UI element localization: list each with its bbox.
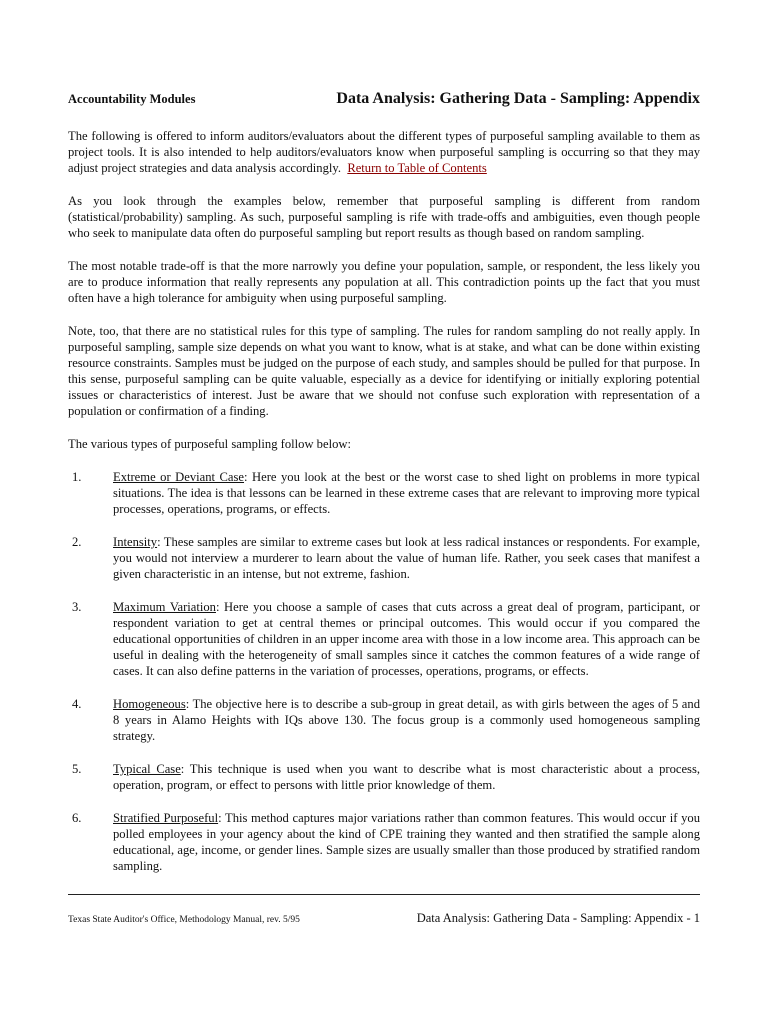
list-item-number: 3. — [72, 600, 82, 614]
list-item — [68, 696, 700, 744]
list-item — [68, 761, 700, 793]
footer-page-title: Data Analysis: Gathering Data - Sampling: Appendix - 1 — [416, 911, 700, 925]
list-item — [68, 599, 700, 679]
list-item-body — [113, 534, 700, 582]
list-item-term: Stratified Purposeful — [113, 811, 219, 825]
sampling-types-list — [68, 469, 700, 874]
list-item-text: : These samples are similar to extreme cases but look at less radical instances or respondents. For example, you would not interview a murderer to learn about the value of human life. Rather, you seek cases that manifest a given characteristic in an intense, but not extreme, fashion. — [113, 535, 700, 581]
list-item-text: : This technique is used when you want to describe what is most characteristic about a process, operation, program, or effect to persons with little prior knowledge of them. — [113, 762, 700, 792]
list-item-number: 6. — [72, 811, 82, 825]
intro-paragraph-3: The most notable trade-off is that the more narrowly you define your population, sample, or respondent, the less likely you are to produce information that really represents any population at all. This contradiction points up the fact that you must often have a high tolerance for ambiguity when using purposeful sampling. — [68, 259, 700, 305]
list-item-text: : Here you look at the best or the worst case to shed light on problems in more typical situations. The idea is that lessons can be learned in these extreme cases that are relevant to improving more typical processes, operations, programs, or effects. — [113, 470, 700, 516]
page-header — [68, 90, 700, 108]
intro-paragraph-1-text: The following is offered to inform auditors/evaluators about the different types of purposeful sampling available to them as project tools. It is also intended to help auditors/evaluators know when purposeful sampling is occurring so that they may adjust project strategies and data analysis accordingly. — [68, 129, 700, 175]
intro-paragraph-2: As you look through the examples below, remember that purposeful sampling is different from random (statistical/probability) sampling. As such, purposeful sampling is rife with trade-offs and ambiguities, even though people who seek to manipulate data often do purposeful sampling but report results as though based on random sampling. — [68, 194, 700, 240]
list-item-number: 1. — [72, 470, 82, 484]
intro-paragraph-1 — [68, 128, 700, 176]
list-item-term: Intensity — [113, 535, 158, 549]
list-item — [68, 810, 700, 874]
list-item-body — [113, 696, 700, 744]
list-item-term: Typical Case — [113, 762, 181, 776]
list-item-term: Maximum Variation — [113, 600, 216, 614]
list-item-text: : The objective here is to describe a sub-group in great detail, as with girls between the ages of 5 and 8 years in Alamo Heights with IQs above 130. The focus group is a commonly used homogeneous sampling strategy. — [113, 697, 700, 743]
list-item-body — [113, 761, 700, 793]
list-item-body — [113, 599, 700, 679]
footer-divider — [68, 894, 700, 895]
list-item-number: 4. — [72, 697, 82, 711]
intro-paragraph-4: Note, too, that there are no statistical rules for this type of sampling. The rules for random sampling do not really apply. In purposeful sampling, sample size depends on what you want to know, what is at stake, and what can be done within existing resource constraints. Samples must be judged on the purpose of each study, and samples should be pulled for that purpose. In this sense, purposeful sampling can be quite valuable, especially as a device for identifying or initially exploring potential issues or characteristics of interest. Just be aware that we should not confuse such exploration with representation of a population or confirmation of a finding. — [68, 324, 700, 418]
list-item-number: 2. — [72, 535, 82, 549]
list-item-body — [113, 469, 700, 517]
list-item-number: 5. — [72, 762, 82, 776]
list-item-term: Homogeneous — [113, 697, 186, 711]
return-to-toc-link[interactable]: Return to Table of Contents — [347, 161, 487, 175]
header-module-name: Accountability Modules — [68, 92, 196, 106]
header-title: Data Analysis: Gathering Data - Sampling: Appendix — [336, 90, 700, 107]
list-item-body — [113, 810, 700, 874]
page-footer — [68, 911, 700, 926]
footer-source: Texas State Auditor's Office, Methodology Manual, rev. 5/95 — [68, 915, 300, 925]
document-body — [68, 128, 700, 891]
list-item-term: Extreme or Deviant Case — [113, 470, 245, 484]
list-item-text: : This method captures major variations rather than common features. This would occur if you polled employees in your agency about the kind of CPE training they wanted and then stratified the sample along educational, age, income, or gender lines. Sample sizes are usually smaller than those produced by stratified random sampling. — [113, 811, 700, 873]
list-item-text: : Here you choose a sample of cases that cuts across a great deal of program, participant, or respondent variation to get at central themes or principal outcomes. This would occur if you compared the educational opportunities of children in an upper income area with those in a low income area. This approach can be useful in dealing with the heterogeneity of small samples since it catches the common features of a wide range of cases. It can also define patterns in the variation of processes, operations, programs, or effects. — [113, 600, 700, 678]
intro-paragraph-5: The various types of purposeful sampling follow below: — [68, 437, 351, 451]
list-item — [68, 534, 700, 582]
list-item — [68, 469, 700, 517]
